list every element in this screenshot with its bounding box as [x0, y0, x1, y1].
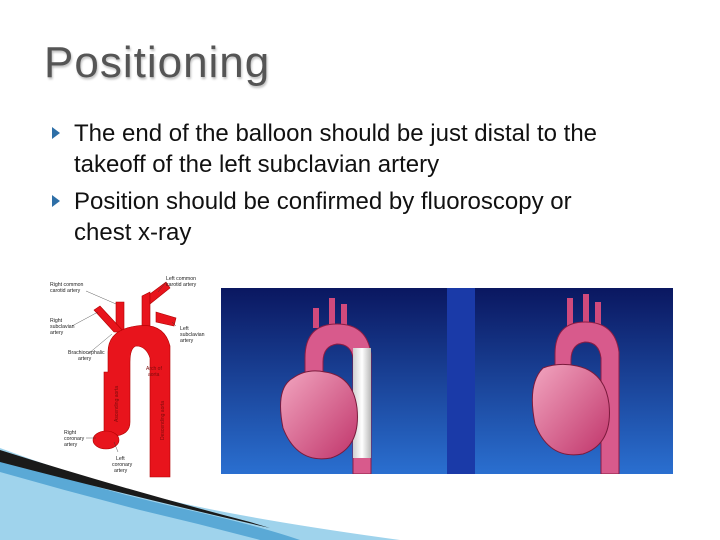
triangle-bullet-icon	[52, 195, 60, 207]
bullet-text: Position should be confirmed by fluoroscopy or chest x-ray	[74, 188, 572, 246]
label-right-coronary: Right coronary artery	[64, 430, 85, 448]
label-left-common-carotid: Left common carotid artery	[166, 276, 197, 288]
label-brachiocephalic: Brachiocephalic artery	[68, 350, 105, 362]
bullet-list	[52, 118, 632, 254]
label-right-common-carotid: Right common carotid artery	[50, 282, 84, 294]
label-descending-aorta: Descending aorta	[160, 400, 166, 440]
bullet-item	[52, 186, 632, 248]
label-arch-of-aorta: Arch of aorta	[146, 366, 162, 378]
bullet-text: The end of the balloon should be just distal to the takeoff of the left subclavian artery	[74, 120, 598, 178]
decorative-corner-swoosh	[0, 448, 400, 540]
label-right-subclavian: Right subclavian artery	[50, 318, 75, 336]
slide-title: Positioning	[44, 38, 271, 87]
label-ascending-aorta: Ascending aorta	[114, 385, 120, 422]
triangle-bullet-icon	[52, 127, 60, 139]
label-left-subclavian: Left subclavian artery	[180, 326, 205, 344]
label-left-coronary: Left coronary artery	[112, 456, 133, 474]
balloon-position-illustration	[221, 288, 673, 474]
bullet-item	[52, 118, 632, 180]
